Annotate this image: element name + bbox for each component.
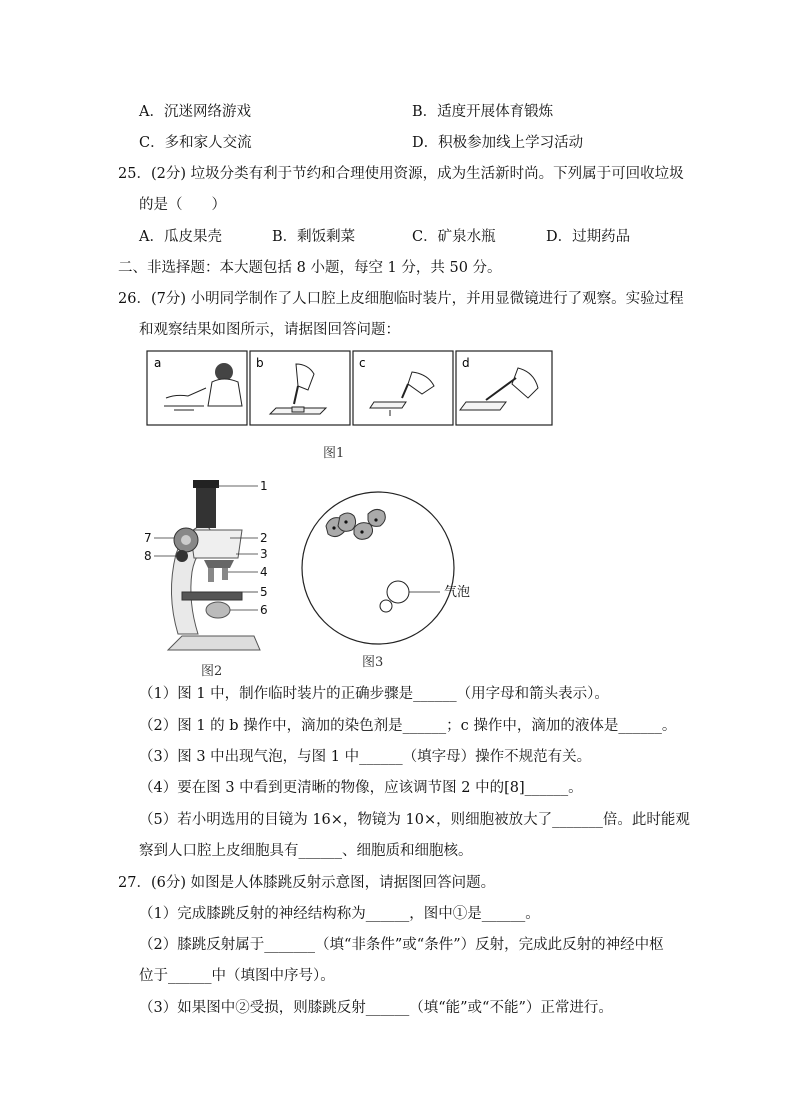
q27-sub2-line1: （2）膝跳反射属于_______（填“非条件”或“条件”）反射，完成此反射的神经中枢 bbox=[139, 937, 664, 953]
q26-stem-line2: 和观察结果如图所示，请据图回答问题： bbox=[139, 322, 400, 338]
figure-1-panel-c bbox=[353, 351, 453, 425]
microscope-label-3: 3 bbox=[260, 547, 268, 561]
figure-1-panel-a bbox=[147, 351, 247, 425]
q26-stem-line1: 26．(7分) 小明同学制作了人口腔上皮细胞临时装片，并用显微镜进行了观察。实验过程 bbox=[118, 291, 684, 307]
q26-sub2: （2）图 1 的 b 操作中，滴加的染色剂是______；c 操作中，滴加的液体是______。 bbox=[139, 718, 677, 734]
microscope-label-5: 5 bbox=[260, 585, 268, 599]
figure-2-microscope bbox=[138, 474, 280, 660]
q24-option-a: A．沉迷网络游戏 bbox=[139, 104, 251, 120]
microscope-label-4: 4 bbox=[260, 565, 268, 579]
microscope-label-2: 2 bbox=[260, 531, 268, 545]
figure-3-caption: 图3 bbox=[362, 655, 384, 670]
section-2-heading: 二、非选择题：本大题包括 8 小题，每空 1 分，共 50 分。 bbox=[118, 260, 502, 276]
microscope-label-8: 8 bbox=[144, 549, 152, 563]
panel-c-letter: c bbox=[359, 356, 366, 370]
q27-sub1: （1）完成膝跳反射的神经结构称为______，图中①是______。 bbox=[139, 906, 540, 922]
q26-sub5-line2: 察到人口腔上皮细胞具有______、细胞质和细胞核。 bbox=[139, 843, 473, 859]
figure-2-caption: 图2 bbox=[201, 664, 223, 679]
figure-1-steps bbox=[146, 350, 554, 428]
figure-1-caption: 图1 bbox=[323, 446, 345, 461]
figure-1-panel-d bbox=[456, 351, 552, 425]
q26-sub1: （1）图 1 中，制作临时装片的正确步骤是______（用字母和箭头表示）。 bbox=[139, 686, 609, 702]
microscope-label-7: 7 bbox=[144, 531, 152, 545]
q26-sub4: （4）要在图 3 中看到更清晰的物像，应该调节图 2 中的[8]______。 bbox=[139, 780, 583, 796]
figure-3-field-of-view bbox=[298, 488, 488, 648]
q25-option-a: A．瓜皮果壳 bbox=[139, 229, 222, 245]
q26-sub5-line1: （5）若小明选用的目镜为 16×，物镜为 10×，则细胞被放大了_______倍。此时能观 bbox=[139, 812, 690, 828]
q27-stem: 27．(6分) 如图是人体膝跳反射示意图，请据图回答问题。 bbox=[118, 875, 496, 891]
q25-stem-line1: 25．(2分) 垃圾分类有利于节约和合理使用资源，成为生活新时尚。下列属于可回收垃圾 bbox=[118, 166, 684, 182]
bubble-label: 气泡 bbox=[444, 585, 471, 600]
q24-option-b: B．适度开展体育锻炼 bbox=[412, 104, 554, 120]
q27-sub2-line2: 位于______中（填图中序号）。 bbox=[139, 968, 335, 984]
q25-option-c: C．矿泉水瓶 bbox=[412, 229, 496, 245]
microscope-label-1: 1 bbox=[260, 479, 268, 493]
q25-option-b: B．剩饭剩菜 bbox=[272, 229, 356, 245]
q25-stem-line2: 的是（ ） bbox=[139, 197, 226, 213]
panel-d-letter: d bbox=[462, 356, 470, 370]
q26-sub3: （3）图 3 中出现气泡，与图 1 中______（填字母）操作不规范有关。 bbox=[139, 749, 592, 765]
figure-1-panel-b bbox=[250, 351, 350, 425]
q24-option-d: D．积极参加线上学习活动 bbox=[412, 135, 584, 151]
q27-sub3: （3）如果图中②受损，则膝跳反射______（填“能”或“不能”）正常进行。 bbox=[139, 1000, 613, 1016]
microscope-label-6: 6 bbox=[260, 603, 268, 617]
panel-a-letter: a bbox=[154, 356, 162, 370]
panel-b-letter: b bbox=[256, 356, 264, 370]
q24-option-c: C．多和家人交流 bbox=[139, 135, 252, 151]
q25-option-d: D．过期药品 bbox=[546, 229, 631, 245]
